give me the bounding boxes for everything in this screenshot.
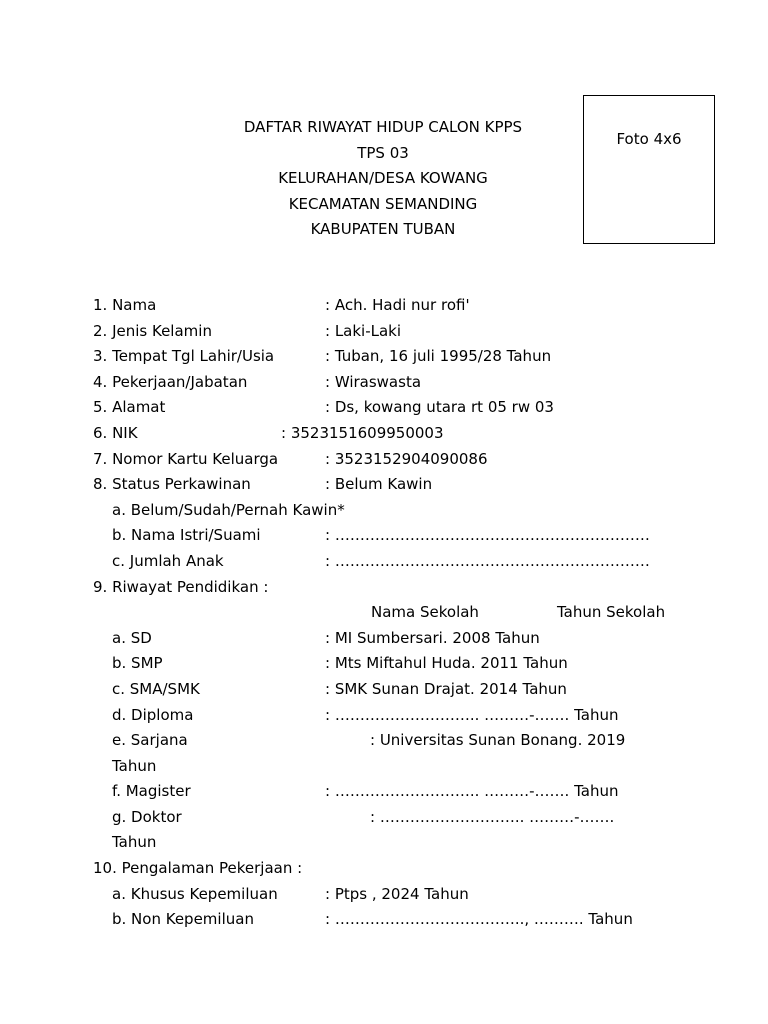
field-non-kepemiluan — [0, 907, 768, 933]
field-pekerjaan — [0, 370, 768, 396]
field-nama — [0, 293, 768, 319]
field-value: : Ptps , 2024 Tahun — [325, 884, 469, 903]
field-label: 8. Status Perkawinan — [93, 475, 251, 494]
field-value: : 3523151609950003 — [281, 423, 444, 442]
field-kk — [0, 447, 768, 473]
field-value-continuation: Tahun — [112, 833, 157, 852]
kecamatan-line: KECAMATAN SEMANDING — [288, 194, 478, 213]
field-label: 6. NIK — [93, 423, 138, 442]
field-smp — [0, 651, 768, 677]
field-label: e. Sarjana — [112, 731, 188, 750]
field-value: : Ds, kowang utara rt 05 rw 03 — [325, 398, 554, 417]
field-label: f. Magister — [112, 782, 191, 801]
field-sma — [0, 677, 768, 703]
field-label: c. SMA/SMK — [112, 679, 200, 698]
field-sd — [0, 626, 768, 652]
field-value: : ……………………….. ………-……. — [370, 807, 615, 826]
field-ttl — [0, 344, 768, 370]
field-alamat — [0, 395, 768, 421]
column-header-tahun-sekolah: Tahun Sekolah — [557, 603, 666, 622]
field-value: : SMK Sunan Drajat. 2014 Tahun — [325, 679, 567, 698]
field-status — [0, 472, 768, 498]
photo-label: Foto 4x6 — [616, 130, 682, 148]
field-value: : Tuban, 16 juli 1995/28 Tahun — [325, 347, 552, 366]
tps-line: TPS 03 — [357, 143, 409, 162]
field-value: : Universitas Sunan Bonang. 2019 — [370, 731, 626, 750]
field-value: : Ach. Hadi nur rofi' — [325, 296, 470, 314]
field-label: 4. Pekerjaan/Jabatan — [93, 372, 248, 391]
pendidikan-column-headers — [0, 600, 768, 626]
section-label: 9. Riwayat Pendidikan : — [93, 577, 269, 596]
field-doktor — [0, 805, 768, 831]
document-header — [200, 115, 566, 243]
field-status-a — [0, 498, 768, 524]
section-pengalaman — [0, 856, 768, 882]
field-value: : MI Sumbersari. 2008 Tahun — [325, 628, 540, 647]
field-label: 1. Nama — [93, 296, 157, 314]
field-value-continuation: Tahun — [112, 756, 157, 775]
field-label: c. Jumlah Anak — [112, 551, 224, 570]
field-doktor-continuation — [0, 830, 768, 856]
field-label: 7. Nomor Kartu Keluarga — [93, 449, 279, 468]
document-title: DAFTAR RIWAYAT HIDUP CALON KPPS — [243, 118, 523, 136]
field-nik — [0, 421, 768, 447]
field-label: b. Nama Istri/Suami — [112, 526, 261, 545]
kelurahan-line: KELURAHAN/DESA KOWANG — [278, 169, 488, 187]
field-khusus-kepemiluan — [0, 882, 768, 908]
field-value: : ……………………………….., ………. Tahun — [325, 910, 633, 929]
field-label: 5. Alamat — [93, 398, 166, 417]
field-label: b. SMP — [112, 654, 163, 673]
field-diploma — [0, 703, 768, 729]
field-label: a. Khusus Kepemiluan — [112, 884, 278, 903]
field-status-c — [0, 549, 768, 575]
field-value: : Wiraswasta — [325, 372, 422, 391]
field-label: d. Diploma — [112, 705, 194, 724]
field-sarjana — [0, 728, 768, 754]
section-pendidikan — [0, 575, 768, 601]
field-status-b — [0, 523, 768, 549]
biodata-form — [0, 293, 768, 933]
photo-placeholder — [583, 95, 715, 244]
section-label: 10. Pengalaman Pekerjaan : — [93, 859, 303, 878]
column-header-nama-sekolah: Nama Sekolah — [371, 603, 479, 622]
field-magister — [0, 779, 768, 805]
field-label: b. Non Kepemiluan — [112, 910, 254, 929]
field-value: : ……………………………………………………… — [325, 526, 650, 545]
field-value: : Mts Miftahul Huda. 2011 Tahun — [325, 654, 568, 673]
field-sarjana-continuation — [0, 754, 768, 780]
field-value: : ……………………….. ………-……. Tahun — [325, 782, 619, 801]
field-value: : 3523152904090086 — [325, 449, 488, 468]
field-value: : Laki-Laki — [325, 321, 402, 340]
field-label: g. Doktor — [112, 807, 182, 826]
field-value: : ……………………………………………………… — [325, 551, 650, 570]
field-jenis-kelamin — [0, 319, 768, 345]
field-value: : Belum Kawin — [325, 475, 433, 494]
field-label: 3. Tempat Tgl Lahir/Usia — [93, 347, 275, 366]
field-label: 2. Jenis Kelamin — [93, 321, 212, 340]
kabupaten-line: KABUPATEN TUBAN — [310, 220, 456, 238]
field-value: : ……………………….. ………-……. Tahun — [325, 705, 619, 724]
field-label: a. SD — [112, 628, 152, 647]
field-label: a. Belum/Sudah/Pernah Kawin* — [112, 500, 345, 519]
